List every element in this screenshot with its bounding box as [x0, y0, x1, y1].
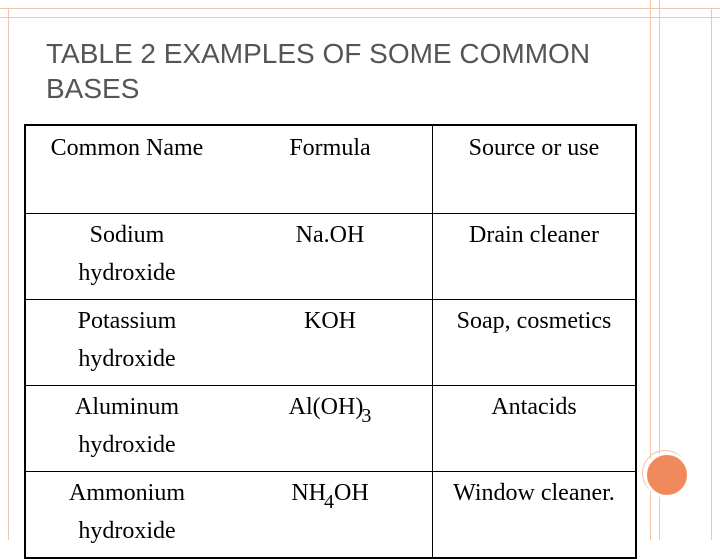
cell-source-or-use: Soap, cosmetics [433, 300, 637, 386]
cell-source-or-use: Window cleaner. [433, 472, 637, 559]
name-line-1: Ammonium [68, 480, 185, 506]
header-source-or-use: Source or use [433, 125, 637, 214]
formula-text: KOH [304, 308, 356, 334]
cell-formula [228, 300, 433, 386]
formula-text: Na.OH [295, 222, 365, 248]
table-row [25, 386, 636, 472]
name-line-2: hydroxide [78, 432, 176, 458]
cell-formula [228, 214, 433, 300]
cell-common-name [25, 472, 228, 559]
table-row [25, 214, 636, 300]
header-formula: Formula [228, 125, 433, 214]
name-line-2: hydroxide [78, 346, 176, 372]
formula-text: NH [291, 480, 326, 506]
formula-subscript: 3 [361, 405, 372, 427]
cell-source-or-use: Drain cleaner [433, 214, 637, 300]
cell-common-name [25, 300, 228, 386]
formula-text: Al(OH) [288, 394, 364, 420]
table-header-row [25, 125, 636, 214]
name-line-2: hydroxide [78, 518, 176, 544]
cell-formula [228, 472, 433, 559]
formula-subscript: 4 [324, 491, 334, 513]
bases-table-container [24, 124, 637, 559]
formula-tail: OH [334, 480, 369, 506]
name-line-2: hydroxide [78, 260, 176, 286]
cell-common-name [25, 214, 228, 300]
name-line-1: Aluminum [74, 394, 179, 420]
header-common-name: Common Name [25, 125, 228, 214]
title-rest: EXAMPLES OF SOME COMMON BASES [46, 38, 591, 104]
title-prefix: TABLE 2 [46, 38, 156, 69]
frame-horizontal-band [0, 8, 720, 18]
name-line-1: Potassium [77, 308, 177, 334]
cell-formula [228, 386, 433, 472]
bases-table [24, 124, 637, 559]
slide-title [46, 36, 626, 106]
cell-common-name [25, 386, 228, 472]
accent-circle [644, 452, 690, 498]
table-row [25, 472, 636, 559]
table-row [25, 300, 636, 386]
cell-source-or-use: Antacids [433, 386, 637, 472]
name-line-1: Sodium [89, 222, 165, 248]
